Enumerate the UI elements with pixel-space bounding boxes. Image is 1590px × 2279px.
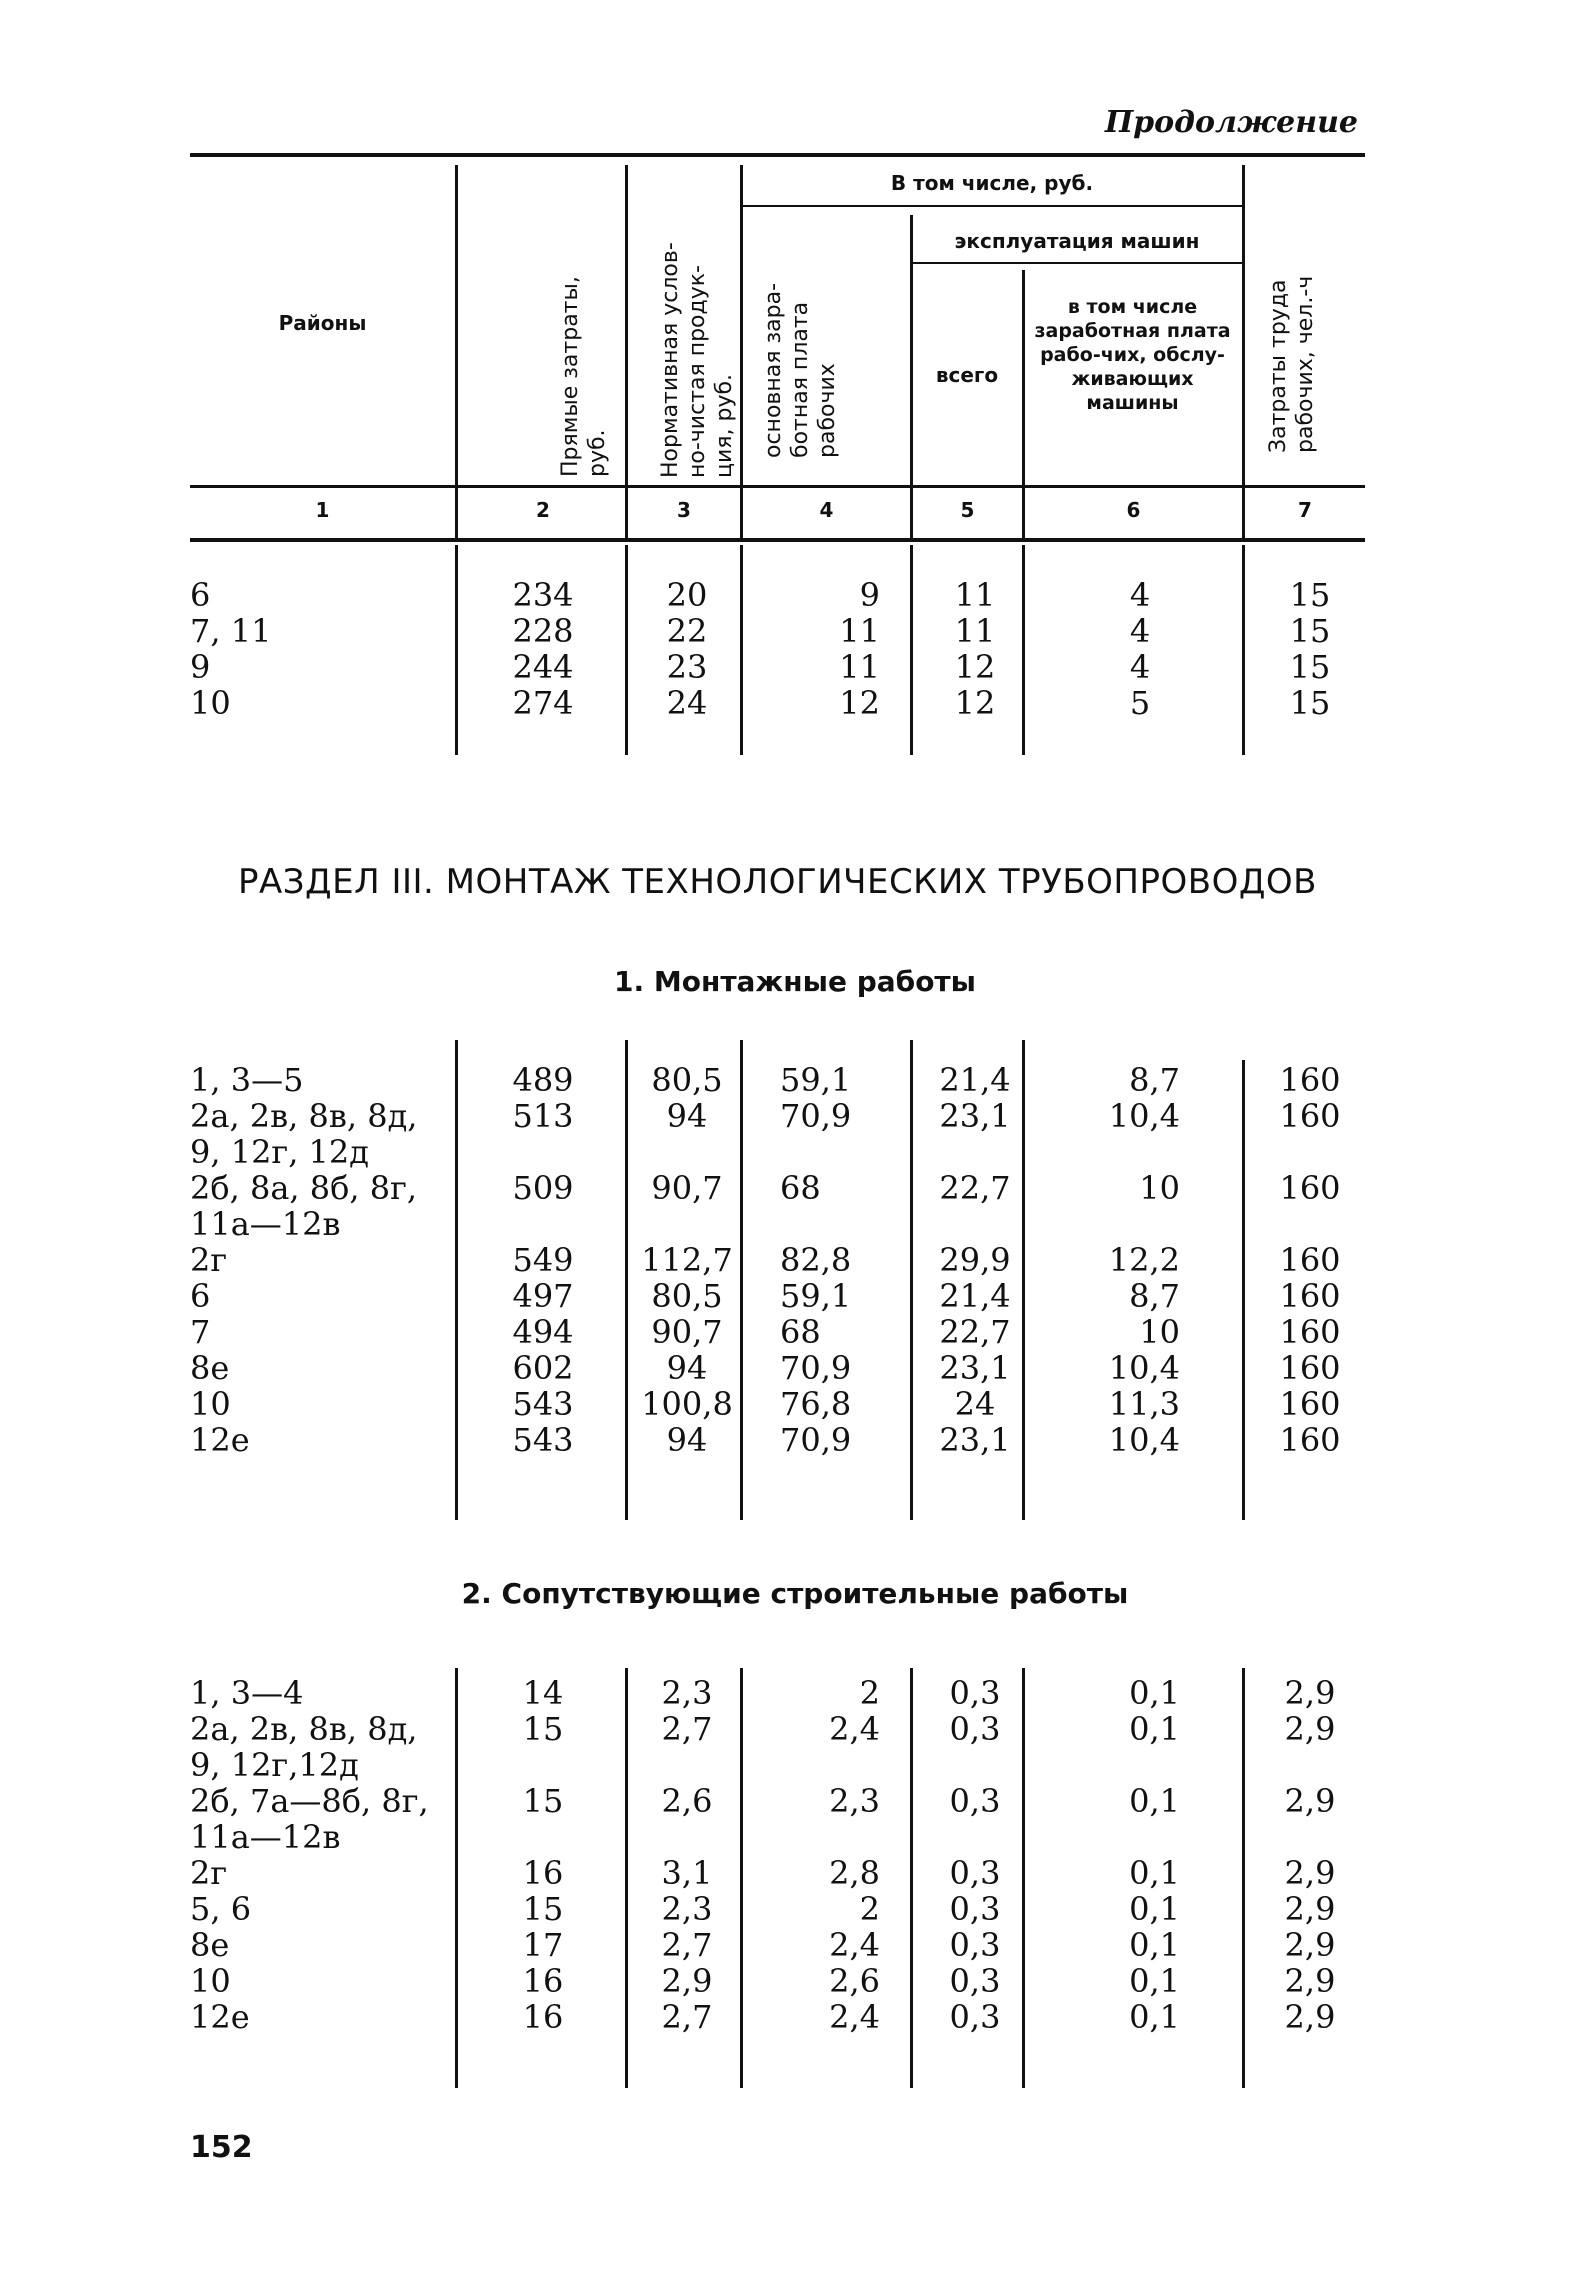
district-cell: 11а—12в: [190, 1818, 341, 1856]
normative-cell: 2,7: [661, 1926, 713, 1964]
table-row: [0, 577, 1590, 613]
table-row: [0, 1062, 1590, 1098]
machines-total-cell: 0,3: [949, 1782, 1001, 1820]
labor-cell: 160: [1279, 1349, 1341, 1387]
machines-wage-cell: 10,4: [1108, 1097, 1180, 1135]
district-cell: 12е: [190, 1421, 250, 1459]
normative-cell: 90,7: [651, 1313, 723, 1351]
labor-cell: 160: [1279, 1421, 1341, 1459]
machines-wage-cell: 10,4: [1108, 1349, 1180, 1387]
district-cell: 8е: [190, 1349, 230, 1387]
header-col-divider: [455, 165, 458, 542]
table-row: [0, 1134, 1590, 1170]
district-cell: 2г: [190, 1854, 228, 1892]
direct-costs-cell: 14: [522, 1674, 564, 1712]
base-wage-cell: 82,8: [780, 1241, 852, 1279]
machines-total-cell: 12: [954, 648, 996, 686]
header-normative: Нормативная услов- но-чистая продук- ция, руб.: [658, 242, 737, 478]
district-cell: 8е: [190, 1926, 230, 1964]
base-wage-cell: 2,4: [829, 1710, 880, 1748]
labor-cell: 160: [1279, 1385, 1341, 1423]
district-cell: 9, 12г,12д: [190, 1746, 359, 1784]
table-row: [0, 1206, 1590, 1242]
district-cell: 10: [190, 1962, 231, 2000]
direct-costs-cell: 234: [512, 576, 574, 614]
direct-costs-cell: 509: [512, 1169, 574, 1207]
base-wage-cell: 9: [859, 576, 880, 614]
col-number: 5: [960, 498, 975, 522]
base-wage-cell: 2,8: [829, 1854, 880, 1892]
labor-cell: 2,9: [1284, 1674, 1336, 1712]
table-row: [0, 1819, 1590, 1855]
header-top-rule: [190, 153, 1365, 157]
district-cell: 2г: [190, 1241, 228, 1279]
district-cell: 2а, 2в, 8в, 8д,: [190, 1710, 418, 1748]
machines-total-cell: 23,1: [939, 1097, 1011, 1135]
district-cell: 2б, 8а, 8б, 8г,: [190, 1169, 418, 1207]
normative-cell: 80,5: [651, 1277, 723, 1315]
machines-wage-cell: 11,3: [1108, 1385, 1180, 1423]
labor-cell: 160: [1279, 1277, 1341, 1315]
direct-costs-cell: 16: [522, 1854, 564, 1892]
machines-total-cell: 0,3: [949, 1926, 1001, 1964]
machines-wage-cell: 4: [1129, 576, 1151, 614]
normative-cell: 2,9: [661, 1962, 713, 2000]
col-number: 2: [536, 498, 550, 522]
base-wage-cell: 59,1: [780, 1277, 852, 1315]
table-row: [0, 1170, 1590, 1206]
machines-total-cell: 0,3: [949, 1998, 1001, 2036]
machines-total-cell: 0,3: [949, 1710, 1001, 1748]
machines-total-cell: 24: [954, 1385, 996, 1423]
base-wage-cell: 76,8: [780, 1385, 852, 1423]
direct-costs-cell: 602: [512, 1349, 574, 1387]
direct-costs-cell: 17: [522, 1926, 564, 1964]
direct-costs-cell: 513: [512, 1097, 574, 1135]
direct-costs-cell: 549: [512, 1241, 574, 1279]
base-wage-cell: 2: [859, 1890, 880, 1928]
normative-cell: 2,3: [661, 1674, 713, 1712]
machines-total-cell: 21,4: [939, 1277, 1011, 1315]
machines-total-cell: 22,7: [939, 1313, 1011, 1351]
labor-cell: 160: [1279, 1241, 1341, 1279]
header-col-divider: [625, 165, 628, 542]
machines-wage-cell: 10: [1139, 1169, 1180, 1207]
direct-costs-cell: 489: [512, 1061, 574, 1099]
base-wage-cell: 70,9: [780, 1097, 852, 1135]
machines-wage-cell: 0,1: [1129, 1890, 1180, 1928]
normative-cell: 2,7: [661, 1710, 713, 1748]
table-row: [0, 613, 1590, 649]
machines-total-cell: 22,7: [939, 1169, 1011, 1207]
normative-cell: 94: [666, 1349, 708, 1387]
base-wage-cell: 2,3: [829, 1782, 880, 1820]
machines-total-cell: 0,3: [949, 1962, 1001, 2000]
table-row: [0, 1350, 1590, 1386]
header-incl-wage: в том числе заработная плата рабо-чих, обслу-живающих машины: [1034, 296, 1231, 414]
table-row: [0, 1927, 1590, 1963]
district-cell: 2а, 2в, 8в, 8д,: [190, 1097, 418, 1135]
direct-costs-cell: 494: [512, 1313, 574, 1351]
normative-cell: 80,5: [651, 1061, 723, 1099]
machines-wage-cell: 5: [1129, 684, 1151, 722]
direct-costs-cell: 543: [512, 1421, 574, 1459]
base-wage-cell: 2: [859, 1674, 880, 1712]
table-row: [0, 1422, 1590, 1458]
header-direct-costs: Прямые затраты, руб.: [558, 276, 610, 477]
normative-cell: 24: [666, 684, 708, 722]
machines-total-cell: 11: [954, 612, 996, 650]
district-cell: 6: [190, 1277, 211, 1315]
direct-costs-cell: 228: [512, 612, 574, 650]
machines-wage-cell: 0,1: [1129, 1854, 1180, 1892]
col-number: 3: [677, 498, 691, 522]
machines-total-cell: 12: [954, 684, 996, 722]
base-wage-cell: 2,4: [829, 1926, 880, 1964]
table-row: [0, 1783, 1590, 1819]
base-wage-cell: 12: [839, 684, 880, 722]
labor-cell: 2,9: [1284, 1926, 1336, 1964]
machines-total-cell: 11: [954, 576, 996, 614]
normative-cell: 20: [666, 576, 708, 614]
machines-wage-cell: 0,1: [1129, 1962, 1180, 2000]
base-wage-cell: 11: [839, 612, 880, 650]
normative-cell: 100,8: [641, 1385, 733, 1423]
normative-cell: 90,7: [651, 1169, 723, 1207]
page-number: 152: [190, 2130, 253, 2165]
district-cell: 1, 3—5: [190, 1061, 304, 1099]
direct-costs-cell: 274: [512, 684, 574, 722]
direct-costs-cell: 16: [522, 1962, 564, 2000]
base-wage-cell: 2,4: [829, 1998, 880, 2036]
table-row: [0, 1098, 1590, 1134]
machines-total-cell: 23,1: [939, 1349, 1011, 1387]
direct-costs-cell: 15: [522, 1782, 564, 1820]
machines-wage-cell: 8,7: [1129, 1277, 1180, 1315]
header-machines: эксплуатация машин: [954, 229, 1200, 253]
district-cell: 7: [190, 1313, 211, 1351]
table-row: [0, 1242, 1590, 1278]
machines-total-cell: 0,3: [949, 1854, 1001, 1892]
machines-wage-cell: 4: [1129, 648, 1151, 686]
header-labor: Затраты труда рабочих, чел.-ч: [1266, 275, 1318, 453]
district-cell: 10: [190, 684, 231, 722]
base-wage-cell: 70,9: [780, 1349, 852, 1387]
col-number: 1: [315, 498, 330, 522]
table-row: [0, 1891, 1590, 1927]
labor-cell: 15: [1289, 576, 1331, 614]
machines-total-cell: 29,9: [939, 1241, 1011, 1279]
table-row: [0, 1711, 1590, 1747]
table-row: [0, 685, 1590, 721]
district-cell: 1, 3—4: [190, 1674, 304, 1712]
base-wage-cell: 59,1: [780, 1061, 852, 1099]
table-row: [0, 1278, 1590, 1314]
header-districts: Районы: [278, 311, 367, 335]
machines-wage-cell: 0,1: [1129, 1710, 1180, 1748]
normative-cell: 2,7: [661, 1998, 713, 2036]
base-wage-cell: 2,6: [829, 1962, 880, 2000]
machines-wage-cell: 4: [1129, 612, 1151, 650]
subsection-title: 2. Сопутствующие строительные работы: [461, 1577, 1129, 1610]
col-number: 4: [819, 498, 834, 522]
machines-wage-cell: 12,2: [1108, 1241, 1180, 1279]
continuation-label: Продолжение: [1104, 105, 1358, 140]
subsection-title: 1. Монтажные работы: [614, 965, 976, 998]
normative-cell: 22: [666, 612, 708, 650]
labor-cell: 15: [1289, 612, 1331, 650]
machines-wage-cell: 10: [1139, 1313, 1180, 1351]
machines-total-cell: 0,3: [949, 1890, 1001, 1928]
header-bottom-rule: [190, 538, 1365, 542]
section-title: РАЗДЕЛ III. МОНТАЖ ТЕХНОЛОГИЧЕСКИХ ТРУБОПРОВОДОВ: [237, 862, 1317, 902]
base-wage-cell: 70,9: [780, 1421, 852, 1459]
machines-wage-cell: 0,1: [1129, 1998, 1180, 2036]
direct-costs-cell: 15: [522, 1710, 564, 1748]
normative-cell: 3,1: [661, 1854, 713, 1892]
normative-cell: 94: [666, 1097, 708, 1135]
table-row: [0, 649, 1590, 685]
district-cell: 11а—12в: [190, 1205, 341, 1243]
machines-wage-cell: 0,1: [1129, 1926, 1180, 1964]
district-cell: 7, 11: [190, 612, 272, 650]
col-number: 7: [1298, 498, 1312, 522]
table-row: [0, 1314, 1590, 1350]
labor-cell: 160: [1279, 1313, 1341, 1351]
table-row: [0, 1386, 1590, 1422]
machines-wage-cell: 10,4: [1108, 1421, 1180, 1459]
machines-underline: [912, 262, 1242, 264]
table-row: [0, 1999, 1590, 2035]
labor-cell: 2,9: [1284, 1998, 1336, 2036]
table-row: [0, 1963, 1590, 1999]
machines-total-cell: 21,4: [939, 1061, 1011, 1099]
col-number: 6: [1126, 498, 1141, 522]
machines-wage-cell: 0,1: [1129, 1674, 1180, 1712]
normative-cell: 2,3: [661, 1890, 713, 1928]
machines-wage-cell: 8,7: [1129, 1061, 1180, 1099]
labor-cell: 2,9: [1284, 1962, 1336, 2000]
table-row: [0, 1675, 1590, 1711]
base-wage-cell: 68: [780, 1313, 821, 1351]
direct-costs-cell: 244: [512, 648, 574, 686]
machines-wage-cell: 0,1: [1129, 1782, 1180, 1820]
base-wage-cell: 68: [780, 1169, 821, 1207]
district-cell: 5, 6: [190, 1890, 252, 1928]
table-row: [0, 1855, 1590, 1891]
district-cell: 9: [190, 648, 211, 686]
district-cell: 12е: [190, 1998, 250, 2036]
normative-cell: 112,7: [641, 1241, 733, 1279]
district-cell: 10: [190, 1385, 231, 1423]
header-base-wage: основная зара- ботная плата рабочих: [761, 282, 840, 458]
district-cell: 2б, 7а—8б, 8г,: [190, 1782, 429, 1820]
table-row: [0, 1747, 1590, 1783]
machines-total-cell: 0,3: [949, 1674, 1001, 1712]
header-mid-rule: [190, 485, 1365, 488]
labor-cell: 2,9: [1284, 1854, 1336, 1892]
labor-cell: 15: [1289, 648, 1331, 686]
district-cell: 9, 12г, 12д: [190, 1133, 369, 1171]
labor-cell: 15: [1289, 684, 1331, 722]
header-col-divider: [740, 165, 743, 542]
header-col-divider: [1242, 165, 1245, 542]
district-cell: 6: [190, 576, 211, 614]
base-wage-cell: 11: [839, 648, 880, 686]
direct-costs-cell: 15: [522, 1890, 564, 1928]
normative-cell: 23: [666, 648, 708, 686]
header-including: В том числе, руб.: [890, 171, 1094, 195]
normative-cell: 94: [666, 1421, 708, 1459]
machines-total-cell: 23,1: [939, 1421, 1011, 1459]
direct-costs-cell: 16: [522, 1998, 564, 2036]
normative-cell: 2,6: [661, 1782, 713, 1820]
direct-costs-cell: 543: [512, 1385, 574, 1423]
labor-cell: 2,9: [1284, 1890, 1336, 1928]
labor-cell: 2,9: [1284, 1710, 1336, 1748]
labor-cell: 2,9: [1284, 1782, 1336, 1820]
labor-cell: 160: [1279, 1061, 1341, 1099]
labor-cell: 160: [1279, 1097, 1341, 1135]
labor-cell: 160: [1279, 1169, 1341, 1207]
direct-costs-cell: 497: [512, 1277, 574, 1315]
header-total: всего: [935, 363, 999, 387]
